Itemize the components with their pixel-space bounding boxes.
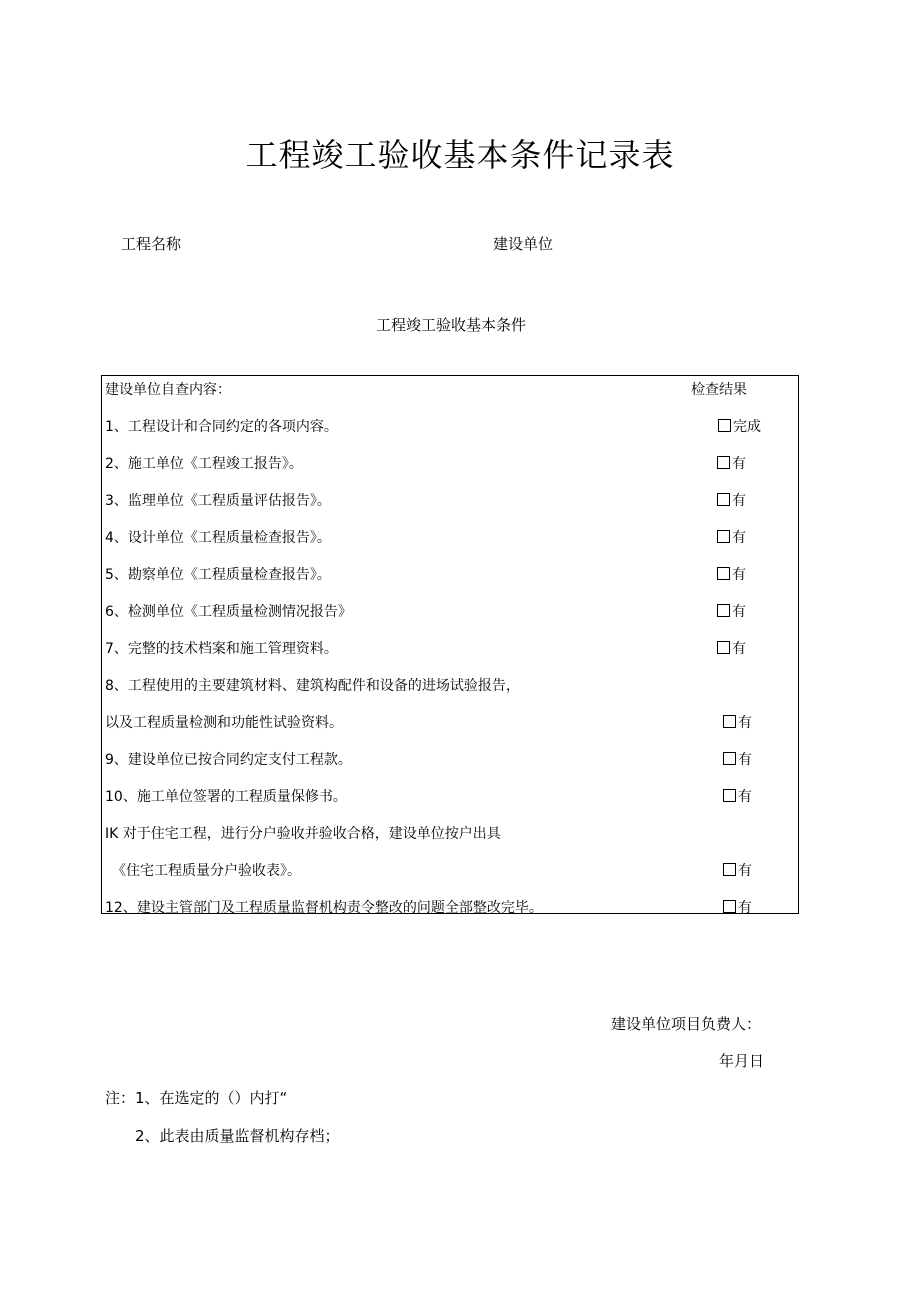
- table-row: [102, 746, 798, 783]
- row-item-text: 9、建设单位已按合同约定支付工程款。: [105, 752, 352, 768]
- row-item-text: 《住宅工程质量分户验收表》。: [105, 863, 301, 879]
- result-label: 有: [732, 641, 746, 657]
- table-row: [102, 450, 798, 487]
- header-result-label: 检查结果: [691, 382, 747, 398]
- checkbox[interactable]: [717, 567, 730, 580]
- row-result: [717, 527, 746, 547]
- table-header-row: [102, 376, 798, 413]
- checkbox[interactable]: [717, 456, 730, 469]
- row-result: [723, 786, 752, 806]
- row-result: [723, 712, 752, 732]
- row-item-text: 以及工程质量检测和功能性试验资料。: [105, 715, 343, 731]
- table-row: [102, 857, 798, 894]
- checkbox[interactable]: [717, 493, 730, 506]
- table-row: [102, 487, 798, 524]
- checkbox[interactable]: [718, 419, 731, 432]
- table-row: [102, 709, 798, 746]
- checkbox[interactable]: [723, 863, 736, 876]
- note-line-2: 2、此表由质量监督机构存档；: [135, 1127, 340, 1145]
- table-row: [102, 635, 798, 672]
- result-label: 有: [738, 900, 752, 916]
- checkbox[interactable]: [717, 530, 730, 543]
- result-label: 有: [732, 456, 746, 472]
- builder-label: 建设单位: [493, 235, 554, 253]
- row-item-text: 7、完整的技术档案和施工管理资料。: [105, 641, 338, 657]
- row-result: [723, 860, 752, 880]
- row-item-text: 8、工程使用的主要建筑材料、建筑构配件和设备的进场试验报告，: [105, 678, 520, 694]
- row-result: [717, 564, 746, 584]
- date-label: 年月日: [719, 1052, 765, 1070]
- table-row: [102, 598, 798, 635]
- result-label: 完成: [733, 419, 761, 435]
- row-result: [717, 453, 746, 473]
- section-subtitle: 工程竣工验收基本条件: [375, 316, 526, 334]
- row-item-text: 12、建设主管部门及工程质量监督机构责令整改的问题全部整改完毕。: [105, 900, 543, 916]
- responsible-person-label: 建设单位项目负费人：: [611, 1015, 762, 1033]
- checklist-table: [101, 375, 799, 914]
- checkbox[interactable]: [723, 900, 736, 913]
- row-result: [717, 490, 746, 510]
- table-row: [102, 820, 798, 857]
- table-row: [102, 413, 798, 450]
- result-label: 有: [738, 789, 752, 805]
- checkbox[interactable]: [723, 789, 736, 802]
- row-item-text: IK 对于住宅工程，进行分户验收并验收合格，建设单位按户出具: [105, 826, 501, 842]
- table-row: [102, 672, 798, 709]
- row-item-text: 4、设计单位《工程质量检查报告》。: [105, 530, 331, 546]
- row-item-text: 5、勘察单位《工程质量检查报告》。: [105, 567, 331, 583]
- row-item-text: 1、工程设计和合同约定的各项内容。: [105, 419, 338, 435]
- table-row: [102, 561, 798, 598]
- row-result: [717, 638, 746, 658]
- note-line-1: 注：1、在选定的（）内打“: [105, 1089, 288, 1107]
- checkbox[interactable]: [717, 641, 730, 654]
- result-label: 有: [732, 567, 746, 583]
- project-name-label: 工程名称: [121, 235, 182, 253]
- checkbox[interactable]: [723, 752, 736, 765]
- row-result: [723, 897, 752, 917]
- row-item-text: 2、施工单位《工程竣工报告》。: [105, 456, 303, 472]
- row-result: [718, 416, 761, 436]
- result-label: 有: [738, 715, 752, 731]
- result-label: 有: [732, 530, 746, 546]
- row-result: [717, 601, 746, 621]
- document-title: 工程竣工验收基本条件记录表: [245, 136, 675, 174]
- row-result: [723, 749, 752, 769]
- row-item-text: 10、施工单位签署的工程质量保修书。: [105, 789, 347, 805]
- table-row: [102, 524, 798, 561]
- table-row: [102, 783, 798, 820]
- row-item-text: 3、监理单位《工程质量评估报告》。: [105, 493, 331, 509]
- result-label: 有: [732, 493, 746, 509]
- result-label: 有: [738, 752, 752, 768]
- row-item-text: 6、检测单位《工程质量检测情况报告》: [105, 604, 352, 620]
- result-label: 有: [732, 604, 746, 620]
- result-label: 有: [738, 863, 752, 879]
- header-content-label: 建设单位自查内容：: [105, 382, 231, 398]
- table-row: [102, 894, 798, 931]
- checkbox[interactable]: [717, 604, 730, 617]
- checkbox[interactable]: [723, 715, 736, 728]
